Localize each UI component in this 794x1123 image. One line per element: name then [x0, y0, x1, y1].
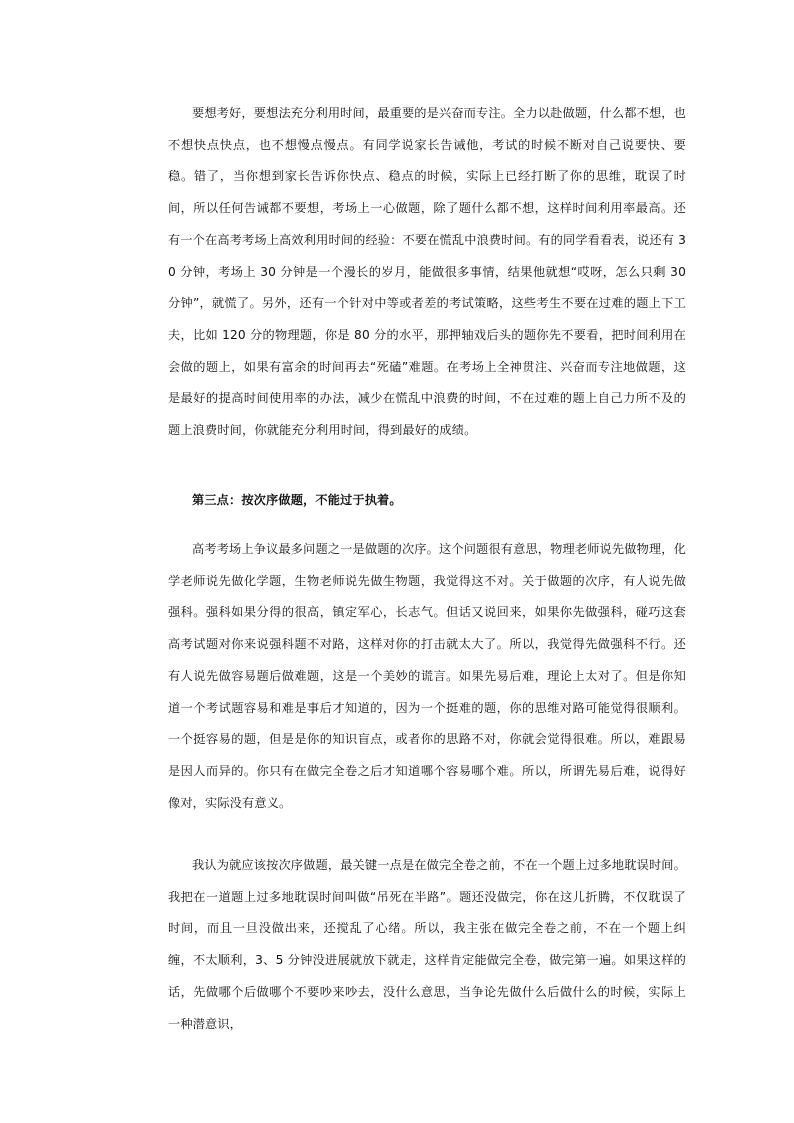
section-heading-point-three: 第三点：按次序做题，不能过于执着。	[192, 493, 402, 507]
paragraph-sequential-approach: 我认为就应该按次序做题，最关键一点是在做完全卷之前，不在一个题上过多地耽误时间。我把在一道题上过多地耽误时间叫做“吊死在半路”。题还没做完，你在这儿折腾，不仅耽误了时间，而且一旦没做出来，还搅乱了心绪。所以，我主张在做完全卷之前，不在一个题上纠缠，不太顺利，3、5 分钟没进展就放下就走，这样肯定能做完全卷，做完第一遍。如果这样的话，先做哪个后做哪个不要吵来吵去，没什么意思，当争论先做什么后做什么的时候，实际上一种潜意识，	[168, 858, 686, 1031]
paragraph-question-order: 高考考场上争议最多问题之一是做题的次序。这个问题很有意思，物理老师说先做物理，化学老师说先做化学题，生物老师说先做生物题，我觉得这不对。关于做题的次序，有人说先做强科。强科如果分得的很高，镇定军心，长志气。但话又说回来，如果你先做强科，碰巧这套高考试题对你来说强科题不对路，这样对你的打击就太大了。所以，我觉得先做强科不行。还有人说先做容易题后做难题，这是一个美妙的谎言。如果先易后难，理论上太对了。但是你知道一个考试题容易和难是事后才知道的，因为一个挺难的题，你的思维对路可能觉得很顺利。一个挺容易的题，但是是你的知识盲点，或者你的思路不对，你就会觉得很难。所以，难跟易是因人而异的。你只有在做完全卷之后才知道哪个容易哪个难。所以，所谓先易后难，说得好像对，实际没有意义。	[168, 542, 686, 810]
paragraph-time-management: 要想考好，要想法充分利用时间，最重要的是兴奋而专注。全力以赴做题，什么都不想，也不想快点快点，也不想慢点慢点。有同学说家长告诫他，考试的时候不断对自己说要快、要稳。错了，当你想到家长告诉你快点、稳点的时候，实际上已经打断了你的思维，耽误了时间，所以任何告诫都不要想，考场上一心做题，除了题什么都不想，这样时间利用率最高。还有一个在高考考场上高效利用时间的经验：不要在慌乱中浪费时间。有的同学看看表，说还有 30 分钟，考场上 30 分钟是一个漫长的岁月，能做很多事情，结果他就想“哎呀，怎么只剩 30 分钟”，就慌了。另外，还有一个针对中等或者差的考试策略，这些考生不要在过难的题上下工夫，比如 120 分的物理题，你是 80 分的水平，那押轴戏后头的题你先不要看，把时间利用在会做的题上，如果有富余的时间再去“死磕”难题。在考场上全神贯注、兴奋而专注地做题，这是最好的提高时间使用率的办法，减少在慌乱中浪费的时间，不在过难的题上自己力所不及的题上浪费时间，你就能充分利用时间，得到最好的成绩。	[168, 106, 686, 438]
